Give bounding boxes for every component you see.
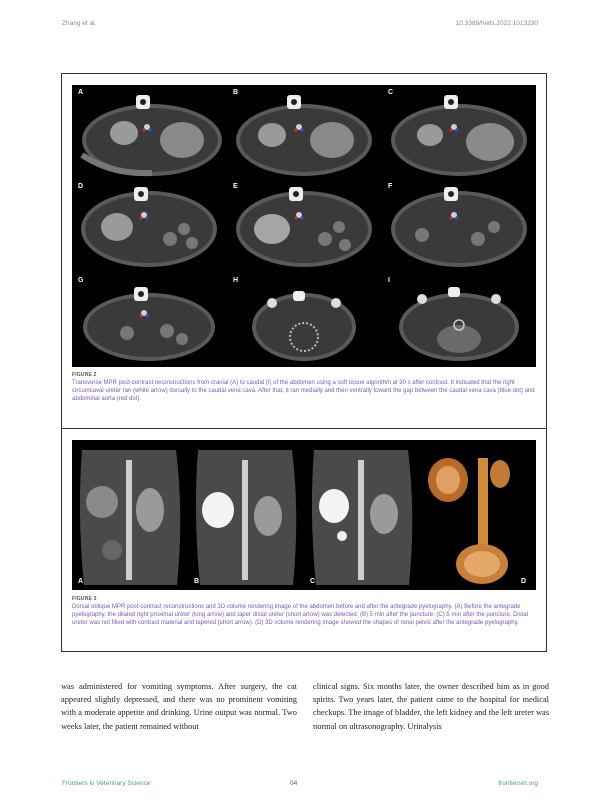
ct-scan-image [72, 273, 226, 367]
footer-site-link[interactable]: frontiersin.org [498, 780, 538, 787]
ct-panel-b [227, 85, 381, 178]
figure-2 [61, 73, 547, 432]
panel-label: H [233, 277, 239, 284]
ct-scan-image [72, 85, 226, 178]
ct-panel-c [382, 85, 536, 178]
panel-label: I [388, 277, 390, 284]
volume-rendering-image [420, 440, 536, 590]
mpr-panel-b [188, 440, 303, 590]
vr-panel-d [420, 440, 536, 590]
figure-3-caption: Dorsal oblique MPR post-contrast reconstructions and 3D volume rendering image of the abdomen before and after the antegrade pyelography. (A) Before the antegrade pyelography, the dilated right proximal ureter (long arrow) and taper distal ureter (short arrow) was detected. (B) 5 min after the puncture. (C) 5 min after the puncture. Distal ureter was not filled with contrast material and tapered (short arrow). (D) 3D volume rendering image showed the shapes of renal pelvis after the antegrade pyelography. [72, 604, 529, 627]
body-text-left-column: was administered for vomiting symptoms. After surgery, the cat appeared slightly depressed, and there was no prominent vomiting with a moderate appetite and drinking. Urine output was normal. Two weeks later, the patient remained without [61, 682, 297, 731]
ct-scan-image [382, 179, 536, 272]
mpr-image [304, 440, 419, 590]
running-header-authors: Zhang et al. [62, 20, 97, 27]
ct-scan-image [72, 179, 226, 272]
ct-scan-image [227, 273, 381, 367]
mpr-image [188, 440, 303, 590]
footer-journal-name[interactable]: Frontiers in Veterinary Science [62, 780, 151, 787]
running-header-doi: 10.3389/fvets.2022.1013230 [455, 20, 538, 27]
ct-panel-i [382, 273, 536, 367]
figure-3-label: FIGURE 3 [72, 596, 97, 602]
panel-label: G [78, 277, 84, 284]
panel-label: A [78, 578, 84, 585]
ct-panel-e [227, 179, 381, 272]
body-text-right-column: clinical signs. Six months later, the owner described him as in good spirits. Two years later, the patient came to the hospital for medical checkups. The image of bladder, the left kidney and the left ureter was normal on ultrasonography. Urinalysis [313, 682, 549, 731]
mpr-panel-c [304, 440, 419, 590]
mpr-image [72, 440, 187, 590]
figure-3-image-row [72, 440, 536, 590]
panel-label: F [388, 183, 393, 190]
ct-panel-h [227, 273, 381, 367]
footer-page-number: 04 [290, 780, 298, 787]
ct-scan-image [227, 85, 381, 178]
figure-2-label: FIGURE 2 [72, 372, 97, 378]
panel-label: B [233, 89, 239, 96]
figure-2-caption: Transverse MPR post-contrast reconstructions from cranial (A) to caudal (I) of the abdomen using a soft tissue algorithm at 30 s after contrast. It indicated that the right circumcaval ureter ran (white arrow) dorsally to the caudal vena cava. After that, it ran medially and then ventrally toward the gap between the caudal vena cava (blue dot) and abdominal aorta (red dot). [72, 380, 535, 403]
ct-scan-image [382, 273, 536, 367]
panel-label: D [78, 183, 84, 190]
panel-label: B [194, 578, 200, 585]
ct-scan-image [227, 179, 381, 272]
figure-2-image-grid [72, 85, 536, 367]
mpr-panel-a [72, 440, 187, 590]
ct-panel-d [72, 179, 226, 272]
ct-scan-image [382, 85, 536, 178]
figure-3 [61, 428, 547, 652]
panel-label: C [310, 578, 316, 585]
panel-label: C [388, 89, 394, 96]
panel-label: E [233, 183, 238, 190]
ct-panel-f [382, 179, 536, 272]
panel-label: D [520, 578, 526, 585]
panel-label: A [78, 89, 84, 96]
ct-panel-a [72, 85, 226, 178]
ct-panel-g [72, 273, 226, 367]
